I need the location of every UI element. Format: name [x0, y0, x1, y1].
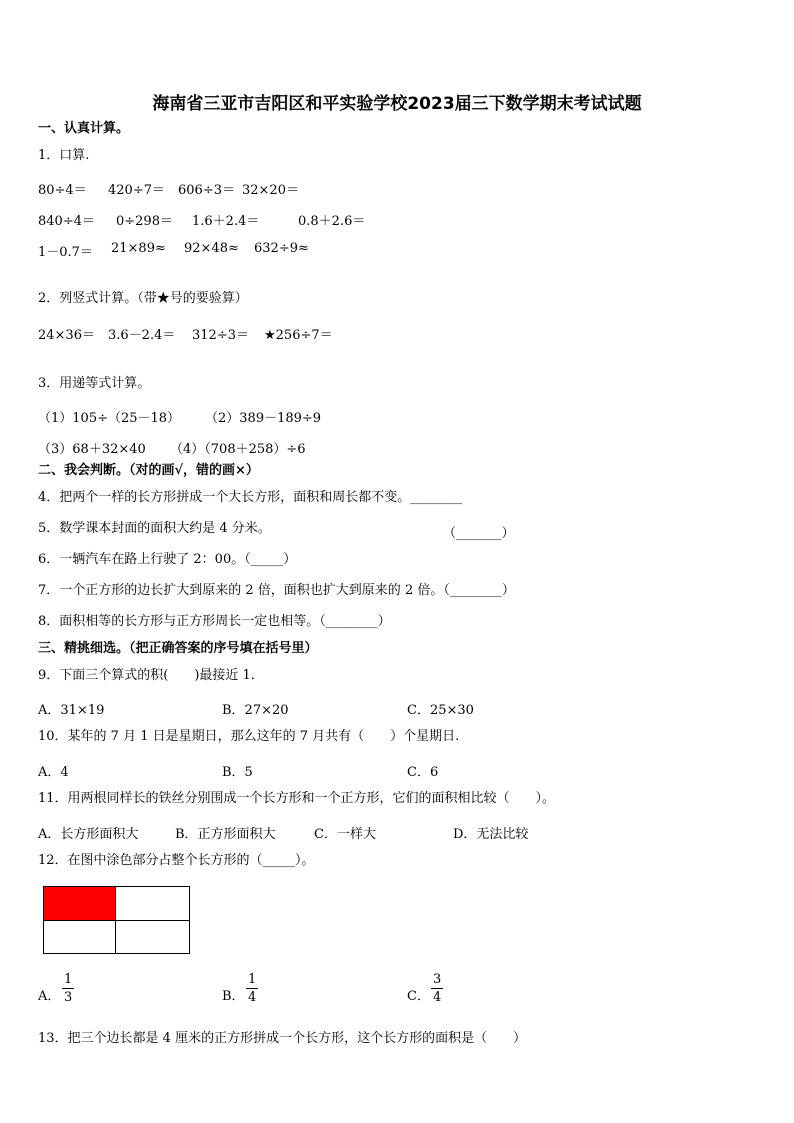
q10-option-b[interactable]: B．5: [222, 765, 253, 780]
q2-heading: 2．列竖式计算。（带★号的要验算）: [38, 291, 248, 306]
q1-item: 0÷298＝: [116, 214, 173, 229]
q3-heading: 3．用递等式计算。: [38, 376, 151, 391]
q5-answer-blank[interactable]: （_______）: [443, 526, 515, 541]
q1-item: 32×20＝: [242, 183, 299, 198]
q4-text: 4．把两个一样的长方形拼成一个大长方形，面积和周长都不变。________: [38, 490, 463, 505]
page-title: 海南省三亚市吉阳区和平实验学校2023届三下数学期末考试试题: [152, 94, 642, 114]
q1-item: 1－0.7＝: [38, 245, 93, 260]
option-letter: B．: [222, 989, 245, 1004]
q2-item: 312÷3＝: [192, 328, 249, 343]
numerator: 3: [433, 972, 442, 987]
q11-option-b[interactable]: B．正方形面积大: [175, 827, 276, 842]
q9-option-a[interactable]: A．31×19: [38, 703, 105, 718]
q10-option-c[interactable]: C．6: [407, 765, 439, 780]
section-1-heading: 一、认真计算。: [38, 121, 130, 136]
q2-item: 3.6－2.4＝: [108, 328, 176, 343]
q1-item: 80÷4＝: [38, 183, 87, 198]
fraction: [246, 972, 258, 1005]
q1-item: 21×89≈: [111, 241, 166, 256]
q6-text: 6．一辆汽车在路上行驶了 2：00。（_____）: [38, 552, 297, 567]
q2-item: 24×36＝: [38, 328, 95, 343]
option-letter: A．: [38, 989, 61, 1004]
fraction-bar: [62, 988, 74, 989]
q1-item: 1.6＋2.4＝: [192, 214, 260, 229]
q10-option-a[interactable]: A．4: [38, 765, 69, 780]
grid-cell: [43, 920, 116, 954]
grid-cell: [115, 886, 190, 921]
q11-text: 11．用两根同样长的铁丝分别围成一个长方形和一个正方形，它们的面积相比较（ ）。: [38, 791, 556, 806]
q11-option-d[interactable]: D．无法比较: [453, 827, 529, 842]
fraction: [431, 972, 443, 1005]
q9-text: 9．下面三个算式的积( )最接近 1．: [38, 668, 264, 683]
q1-item: 840÷4＝: [38, 214, 95, 229]
q11-option-c[interactable]: C．一样大: [314, 827, 376, 842]
denominator: 4: [433, 990, 442, 1005]
denominator: 4: [248, 990, 257, 1005]
q12-text: 12．在图中涂色部分占整个长方形的（_____）。: [38, 853, 315, 868]
q8-text: 8．面积相等的长方形与正方形周长一定也相等。（________）: [38, 614, 391, 629]
q3-item: （3）68＋32×40: [38, 442, 146, 457]
q5-text: 5．数学课本封面的面积大约是 4 分米。: [38, 521, 271, 536]
shaded-cell: [43, 886, 116, 921]
denominator: 3: [64, 990, 73, 1005]
grid-cell: [115, 920, 190, 954]
q1-heading: 1．口算.: [38, 148, 90, 163]
q9-option-b[interactable]: B．27×20: [222, 703, 289, 718]
fraction-bar: [246, 988, 258, 989]
fraction: [62, 972, 74, 1005]
q1-item: 632÷9≈: [254, 241, 309, 256]
section-2-heading: 二、我会判断。（对的画√，错的画×）: [38, 463, 259, 478]
q2-item: ★256÷7＝: [264, 328, 333, 343]
numerator: 1: [64, 972, 73, 987]
q7-text: 7．一个正方形的边长扩大到原来的 2 倍，面积也扩大到原来的 2 倍。（________）: [38, 583, 515, 598]
option-letter: C．: [407, 989, 430, 1004]
q3-item: （1）105÷（25－18）: [38, 411, 181, 426]
q11-option-a[interactable]: A．长方形面积大: [38, 827, 139, 842]
q1-item: 606÷3＝: [178, 183, 235, 198]
numerator: 1: [248, 972, 257, 987]
q3-item: （2）389－189÷9: [205, 411, 322, 426]
fraction-bar: [431, 988, 443, 989]
q3-item: （4）（708＋258）÷6: [170, 442, 306, 457]
q12-rectangle-figure: [43, 886, 190, 954]
section-3-heading: 三、精挑细选。（把正确答案的序号填在括号里）: [38, 641, 318, 656]
q9-option-c[interactable]: C．25×30: [407, 703, 474, 718]
q13-text: 13．把三个边长都是 4 厘米的正方形拼成一个长方形，这个长方形的面积是（ ）: [38, 1031, 527, 1046]
q10-text: 10．某年的 7 月 1 日是星期日，那么这年的 7 月共有（ ）个星期日.: [38, 729, 460, 744]
q1-item: 0.8＋2.6＝: [298, 214, 366, 229]
q1-item: 92×48≈: [184, 241, 239, 256]
q1-item: 420÷7＝: [108, 183, 165, 198]
